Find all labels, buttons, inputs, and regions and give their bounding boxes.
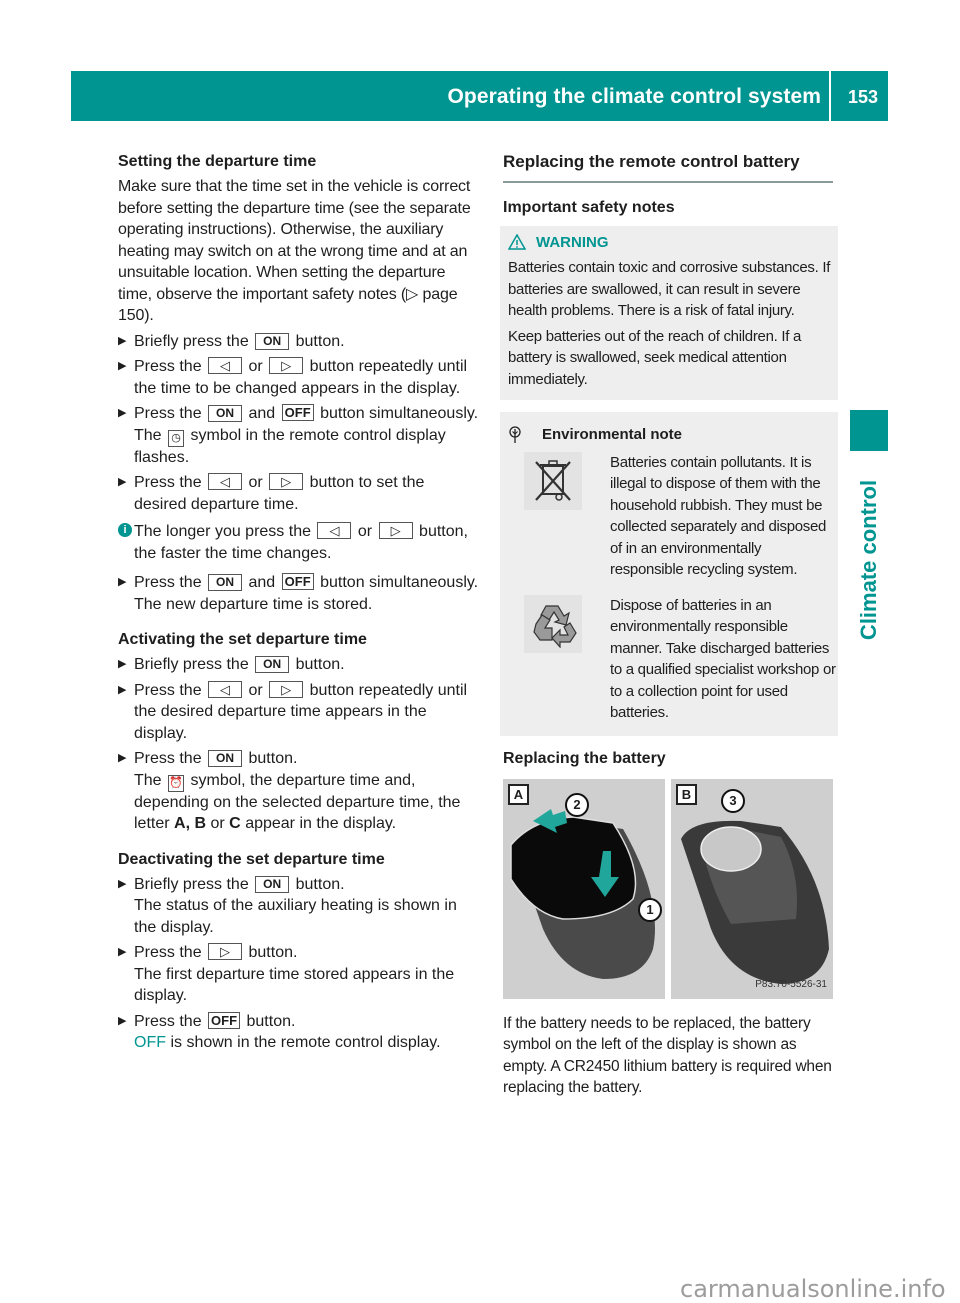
illustration-panel-a	[503, 779, 665, 999]
side-tab-marker	[850, 410, 888, 451]
left-column	[118, 151, 480, 1054]
right-button-icon: ▷	[269, 681, 303, 698]
on-button-icon: ON	[255, 333, 289, 350]
step-arrow-icon: ▶	[118, 576, 127, 588]
step-arrow-icon: ▶	[118, 407, 127, 419]
on-button-icon: ON	[208, 750, 242, 767]
step-arrow-icon: ▶	[118, 334, 127, 347]
section-heading-battery: Replacing the remote control battery	[503, 151, 833, 183]
warning-paragraph: Batteries contain toxic and corrosive substances. If batteries are swallowed, it can result in severe health problems. There is a risk of fatal injury.	[508, 259, 831, 319]
left-button-icon: ◁	[317, 522, 351, 539]
environmental-note-title: Environmental note	[508, 424, 838, 446]
crossed-bin-icon	[524, 452, 582, 510]
on-button-icon: ON	[255, 876, 289, 893]
recycle-icon	[524, 595, 582, 653]
step-arrow-icon: ▶	[118, 877, 127, 890]
warning-box	[500, 226, 838, 401]
step: ▶ Press the ◁ or ▷ button repeatedly until the desired departure time appears in the display.	[118, 681, 468, 742]
battery-illustration	[503, 779, 833, 999]
info-note: i The longer you press the ◁ or ▷ button, the faster the time changes.	[118, 521, 480, 564]
replacing-battery-heading: Replacing the battery	[503, 749, 666, 767]
callout-3: 3	[721, 789, 745, 813]
step-arrow-icon: ▶	[118, 752, 127, 764]
step: ▶ Briefly press the ON button. The status of the auxiliary heating is shown in the display.	[118, 875, 457, 936]
on-button-icon: ON	[208, 574, 242, 591]
section-heading-setting: Setting the departure time	[118, 153, 317, 170]
left-button-icon: ◁	[208, 473, 242, 490]
chapter-header-bar	[71, 71, 888, 121]
step: ▶ Press the ▷ button. The first departure time stored appears in the display.	[118, 944, 455, 1004]
warning-triangle-icon	[508, 234, 526, 250]
environment-leaf-icon	[508, 426, 522, 444]
callout-1: 1	[638, 898, 662, 922]
page-number: 153	[847, 87, 878, 107]
side-tab-text: Climate control	[856, 479, 881, 641]
off-button-icon: OFF	[282, 573, 314, 590]
off-display-text: OFF	[134, 1034, 166, 1051]
clock-icon: ◷	[168, 430, 184, 447]
right-button-icon: ▷	[269, 473, 303, 490]
step: ▶ Press the ON and OFF button simultaneously. The new departure time is stored.	[118, 574, 479, 613]
right-column	[503, 151, 836, 1099]
left-button-icon: ◁	[208, 681, 242, 698]
step: ▶ Briefly press the ON button.	[118, 654, 480, 676]
figure-code: P83.70-5526-31	[755, 979, 827, 990]
warning-paragraph: Keep batteries out of the reach of children. If a battery is swallowed, seek medical attention immediately.	[508, 327, 801, 388]
warning-title: WARNING	[508, 232, 838, 254]
safety-notes-heading: Important safety notes	[503, 198, 675, 216]
step: ▶ Press the ◁ or ▷ button repeatedly until the time to be changed appears in the display.	[118, 358, 468, 397]
environmental-item-text: Batteries contain pollutants. It is illegal to dispose of them with the household rubbish. They must be collected separately and disposed of in an environmentally responsible recycling system.	[610, 453, 827, 578]
step-arrow-icon: ▶	[118, 658, 127, 670]
step: ▶ Press the ◁ or ▷ button to set the desired departure time.	[118, 474, 425, 513]
section-heading-activating: Activating the set departure time	[118, 631, 367, 648]
step-arrow-icon: ▶	[118, 1014, 127, 1027]
off-button-icon: OFF	[282, 404, 314, 421]
chapter-title: Operating the climate control system	[447, 71, 831, 121]
panel-letter: A	[508, 784, 529, 805]
step: ▶ Briefly press the ON button.	[118, 331, 480, 353]
environmental-item	[508, 452, 838, 581]
right-button-icon: ▷	[208, 943, 242, 960]
section-heading-deactivating: Deactivating the set departure time	[118, 850, 385, 868]
step-arrow-icon: ▶	[118, 360, 127, 372]
panel-letter: B	[676, 784, 697, 805]
step-arrow-icon: ▶	[118, 476, 127, 488]
step: ▶ Press the ON and OFF button simultaneously. The ◷ symbol in the remote control display flashes.	[118, 405, 479, 466]
side-tab-label	[849, 462, 889, 658]
closing-text: If the battery needs to be replaced, the battery symbol on the left of the display is shown as empty. A CR2450 lithium battery is required when replacing the battery.	[503, 1014, 832, 1096]
illustration-panel-b	[671, 779, 833, 999]
departure-clock-icon: ⏰	[168, 775, 184, 792]
right-button-icon: ▷	[379, 522, 413, 539]
step-arrow-icon: ▶	[118, 683, 127, 696]
on-button-icon: ON	[255, 656, 289, 673]
environmental-item	[508, 595, 838, 724]
step: ▶ Press the OFF button. OFF is shown in the remote control display.	[118, 1012, 441, 1051]
step-arrow-icon: ▶	[118, 946, 127, 958]
setting-intro: Make sure that the time set in the vehicle is correct before setting the departure time (see the separate operating instructions). Otherwise, the auxiliary heating may switch on at the wrong time and at an unsuitable location. When setting the departure time, observe the important safety notes (▷ page 150).	[118, 178, 471, 324]
watermark: carmanualsonline.info	[680, 1275, 946, 1303]
step: ▶ Press the ON button. The ⏰ symbol, the departure time and, depending on the selected departure time, the letter A, B or C appear in the display.	[118, 750, 461, 832]
callout-2: 2	[565, 793, 589, 817]
left-button-icon: ◁	[208, 357, 242, 374]
off-button-icon: OFF	[208, 1012, 240, 1029]
right-button-icon: ▷	[269, 357, 303, 374]
info-icon: i	[118, 523, 132, 537]
on-button-icon: ON	[208, 405, 242, 422]
environmental-item-text: Dispose of batteries in an environmentally responsible manner. Take discharged batteries to a qualified specialist workshop or to a collection point for used batteries.	[610, 596, 836, 721]
environmental-note-box	[500, 412, 838, 736]
